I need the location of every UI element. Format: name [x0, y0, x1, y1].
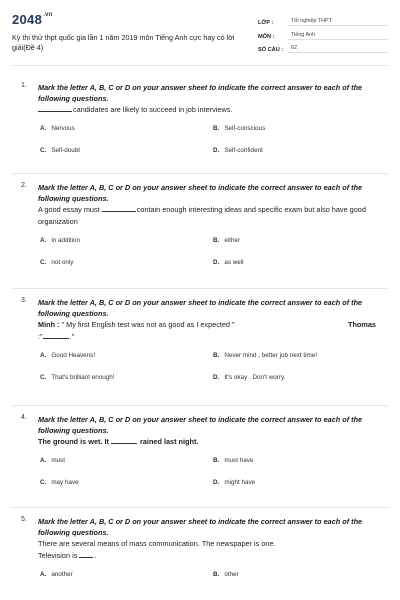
- option-text: Self-conscious: [224, 125, 266, 133]
- question-instruction: Mark the letter A, B, C or D on your answer sheet to indicate the correct answer to each of the following questions.: [38, 183, 363, 204]
- option-a[interactable]: [40, 352, 95, 359]
- option-c[interactable]: [40, 259, 73, 266]
- speaker-name: Minh :: [38, 320, 60, 330]
- mon-label: MÔN :: [258, 33, 275, 40]
- exam-meta: [258, 14, 388, 65]
- option-text: Never mind , better job next time!: [224, 352, 318, 360]
- meta-row-lop: [258, 14, 388, 26]
- lop-label: LỚP :: [258, 20, 274, 26]
- option-text: not only: [51, 259, 74, 267]
- question-number: 4.: [21, 414, 27, 421]
- option-letter: D.: [213, 479, 220, 487]
- option-a[interactable]: [40, 125, 75, 132]
- option-letter: D.: [213, 259, 220, 267]
- answer-options: [38, 457, 386, 501]
- option-letter: D.: [213, 374, 220, 382]
- option-text: must: [51, 457, 65, 465]
- site-logo[interactable]: [12, 12, 242, 27]
- dialogue-reply: [38, 331, 386, 343]
- option-d[interactable]: [213, 374, 285, 381]
- option-letter: B.: [213, 457, 220, 465]
- socau-label: SỐ CÂU :: [258, 47, 284, 53]
- stem-text: candidates are likely to succeed in job interviews.: [73, 105, 233, 115]
- question-2: [22, 182, 386, 281]
- meta-row-socau: [258, 41, 388, 53]
- option-b[interactable]: [213, 237, 240, 244]
- option-letter: A.: [40, 352, 47, 360]
- option-text: must have: [224, 457, 254, 465]
- option-text: Good Heavens!: [51, 352, 96, 360]
- stem-text-before: The ground is wet. It: [38, 437, 109, 447]
- option-letter: A.: [40, 125, 47, 133]
- option-text: It's okay . Don't worry.: [224, 374, 286, 382]
- question-instruction: Mark the letter A, B, C or D on your answer sheet to indicate the correct answer to each of the following questions.: [38, 298, 363, 319]
- question-divider: [12, 507, 388, 508]
- option-text: Self-confident: [224, 147, 263, 155]
- question-number: 2.: [21, 182, 27, 189]
- question-1: [22, 82, 386, 169]
- page-header: [12, 0, 388, 66]
- option-text: might have: [224, 479, 256, 487]
- reply-prefix: :": [38, 332, 43, 342]
- option-text: in addition: [51, 237, 81, 245]
- answer-options: [38, 352, 386, 396]
- question-instruction: Mark the letter A, B, C or D on your answer sheet to indicate the correct answer to each of the following questions.: [38, 517, 363, 538]
- question-stem: [38, 436, 386, 448]
- option-a[interactable]: [40, 457, 65, 464]
- option-letter: B.: [213, 571, 220, 579]
- answer-blank: [43, 333, 69, 339]
- option-c[interactable]: [40, 374, 114, 381]
- option-b[interactable]: [213, 571, 239, 578]
- answer-options: [38, 125, 386, 169]
- question-stem: [38, 204, 386, 228]
- question-4: [22, 414, 386, 501]
- question-stem-line-2: [38, 550, 386, 562]
- option-a[interactable]: [40, 571, 73, 578]
- option-text: as well: [224, 259, 244, 267]
- question-stem-line-1: There are several means of mass communication. The newspaper is one.: [38, 539, 276, 549]
- stem-text-after: rained last night.: [140, 437, 199, 447]
- speaker-two-name: Thomas: [348, 320, 376, 330]
- option-letter: C.: [40, 479, 47, 487]
- dialogue-line: [38, 319, 386, 331]
- socau-value: 62: [288, 45, 388, 53]
- question-divider: [12, 173, 388, 174]
- option-text: may have: [51, 479, 79, 487]
- question-5: [22, 516, 386, 585]
- option-letter: B.: [213, 237, 220, 245]
- option-letter: D.: [213, 147, 220, 155]
- option-a[interactable]: [40, 237, 80, 244]
- option-letter: A.: [40, 237, 47, 245]
- option-letter: C.: [40, 147, 47, 155]
- answer-blank: [38, 106, 72, 112]
- question-number: 1.: [21, 82, 27, 89]
- answer-options: [38, 237, 386, 281]
- stem-text-before: Television is: [38, 551, 78, 561]
- option-b[interactable]: [213, 125, 265, 132]
- question-number: 3.: [21, 297, 27, 304]
- question-divider: [12, 405, 388, 406]
- question-instruction: Mark the letter A, B, C or D on your answer sheet to indicate the correct answer to each of the following questions.: [38, 83, 363, 104]
- stem-text-after: .: [94, 551, 97, 561]
- logo-text: 2048: [12, 12, 43, 27]
- answer-blank: [111, 438, 137, 444]
- option-letter: A.: [40, 457, 47, 465]
- lop-value: Tốt nghiệp THPT: [288, 18, 388, 26]
- exam-title: Kỳ thi thử thpt quốc gia lần 1 năm 2019 môn Tiếng Anh cực hay có lời giải(Đề 4): [12, 33, 235, 52]
- answer-options: [38, 571, 386, 585]
- option-b[interactable]: [213, 457, 253, 464]
- logo-suffix: .vn: [43, 12, 53, 18]
- meta-row-mon: [258, 28, 388, 40]
- option-text: either: [224, 237, 241, 245]
- option-d[interactable]: [213, 147, 263, 154]
- question-instruction: Mark the letter A, B, C or D on your answer sheet to indicate the correct answer to each of the following questions.: [38, 415, 363, 436]
- reply-suffix: .": [69, 332, 75, 342]
- option-text: other: [224, 571, 239, 579]
- answer-blank: [79, 552, 93, 558]
- dialogue-quote-line: [38, 319, 235, 331]
- option-letter: A.: [40, 571, 47, 579]
- option-letter: B.: [213, 352, 220, 360]
- option-letter: C.: [40, 374, 47, 382]
- option-d[interactable]: [213, 259, 244, 266]
- stem-text-before: A good essay must: [38, 205, 100, 215]
- option-letter: C.: [40, 259, 47, 267]
- option-c[interactable]: [40, 147, 80, 154]
- option-b[interactable]: [213, 352, 317, 359]
- option-text: another: [51, 571, 73, 579]
- option-d[interactable]: [213, 479, 255, 486]
- header-left: [12, 12, 242, 65]
- answer-blank: [102, 206, 136, 212]
- option-text: Nervous: [51, 125, 75, 133]
- option-text: That's brilliant enough!: [51, 374, 115, 382]
- option-text: Self-doubt: [51, 147, 81, 155]
- question-stem: [38, 104, 386, 116]
- question-divider: [12, 288, 388, 289]
- question-number: 5.: [21, 516, 27, 523]
- option-letter: B.: [213, 125, 220, 133]
- mon-value: Tiếng Anh: [288, 32, 388, 40]
- option-c[interactable]: [40, 479, 79, 486]
- speaker-quote: " My first English test was not as good as I expected ": [61, 320, 235, 330]
- stem-text-after: contain enough interesting ideas and specific exam but also have good organization: [38, 205, 366, 227]
- question-3: [22, 297, 386, 396]
